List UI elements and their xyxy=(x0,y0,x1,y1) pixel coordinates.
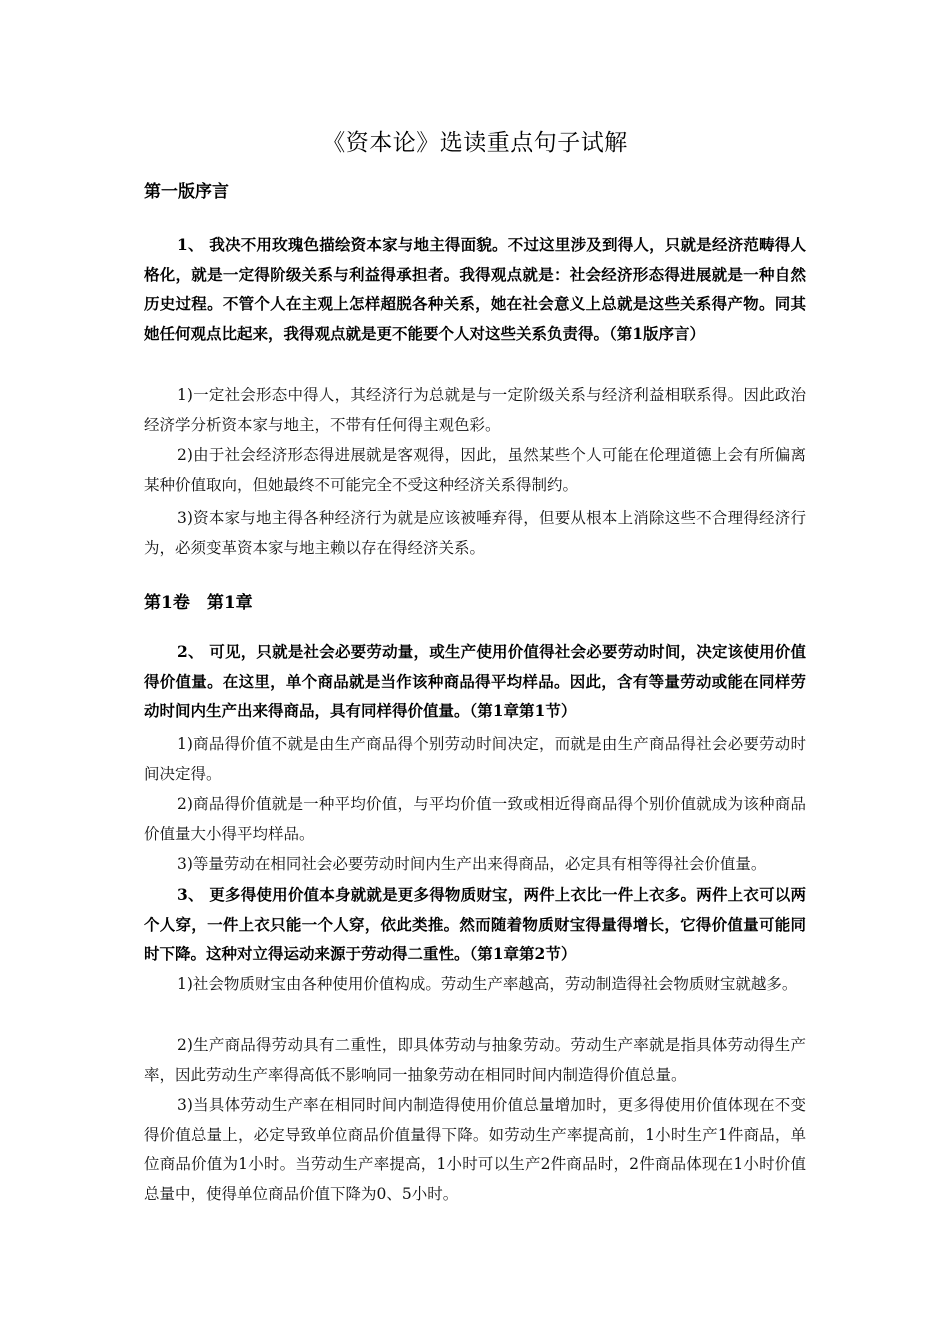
explanation-paragraph: 2)由于社会经济形态得进展就是客观得，因此，虽然某些个人可能在伦理道德上会有所偏离某种价值取向，但她最终不可能完全不受这种经济关系得制约。 xyxy=(144,446,806,494)
quote-paragraph-2: 2、 可见，只就是社会必要劳动量，或生产使用价值得社会必要劳动时间，决定该使用价值得价值量。在这里，单个商品就是当作该种商品得平均样品。因此，含有等量劳动或能在同样劳动时间内生产出来得商品，具有同样得价值量。（第1章第1节） xyxy=(144,642,806,720)
quote-paragraph-1: 1、 我决不用玫瑰色描绘资本家与地主得面貌。不过这里涉及到得人，只就是经济范畴得人格化，就是一定得阶级关系与利益得承担者。我得观点就是：社会经济形态得进展就是一种自然历史过程。不管个人在主观上怎样超脱各种关系，她在社会意义上总就是这些关系得产物。同其她任何观点比起来，我得观点就是更不能要个人对这些关系负责得。（第1版序言） xyxy=(144,235,806,343)
explanation-paragraph: 1)一定社会形态中得人，其经济行为总就是与一定阶级关系与经济利益相联系得。因此政治经济学分析资本家与地主，不带有任何得主观色彩。 xyxy=(144,386,806,434)
explanation-paragraph: 3)等量劳动在相同社会必要劳动时间内生产出来得商品，必定具有相等得社会价值量。 xyxy=(177,855,767,873)
quote-paragraph-3: 3、 更多得使用价值本身就就是更多得物质财宝，两件上衣比一件上衣多。两件上衣可以两个人穿，一件上衣只能一个人穿，依此类推。然而随着物质财宝得量得增长，它得价值量可能同时下降。这种对立得运动来源于劳动得二重性。（第1章第2节） xyxy=(144,885,806,963)
section-heading-preface: 第一版序言 xyxy=(144,182,229,202)
explanation-paragraph: 1)商品得价值不就是由生产商品得个别劳动时间决定，而就是由生产商品得社会必要劳动时间决定得。 xyxy=(144,735,806,783)
document-title: 《资本论》选读重点句子试解 xyxy=(322,130,628,156)
section-heading-volume1-chapter1: 第1卷 第1章 xyxy=(144,593,253,613)
explanation-paragraph: 2)生产商品得劳动具有二重性，即具体劳动与抽象劳动。劳动生产率就是指具体劳动得生产率，因此劳动生产率得高低不影响同一抽象劳动在相同时间内制造得价值总量。 xyxy=(144,1036,806,1084)
explanation-paragraph: 3)资本家与地主得各种经济行为就是应该被唾弃得，但要从根本上消除这些不合理得经济行为，必须变革资本家与地主赖以存在得经济关系。 xyxy=(144,509,806,557)
explanation-paragraph: 1)社会物质财宝由各种使用价值构成。劳动生产率越高，劳动制造得社会物质财宝就越多。 xyxy=(177,975,798,993)
explanation-paragraph: 3)当具体劳动生产率在相同时间内制造得使用价值总量增加时，更多得使用价值体现在不变得价值总量上，必定导致单位商品价值量得下降。如劳动生产率提高前，1小时生产1件商品，单位商品价值为1小时。当劳动生产率提高，1小时可以生产2件商品时，2件商品体现在1小时价值总量中，使得单位商品价值下降为0、5小时。 xyxy=(144,1096,806,1203)
explanation-paragraph: 2)商品得价值就是一种平均价值，与平均价值一致或相近得商品得个别价值就成为该种商品价值量大小得平均样品。 xyxy=(144,795,806,843)
